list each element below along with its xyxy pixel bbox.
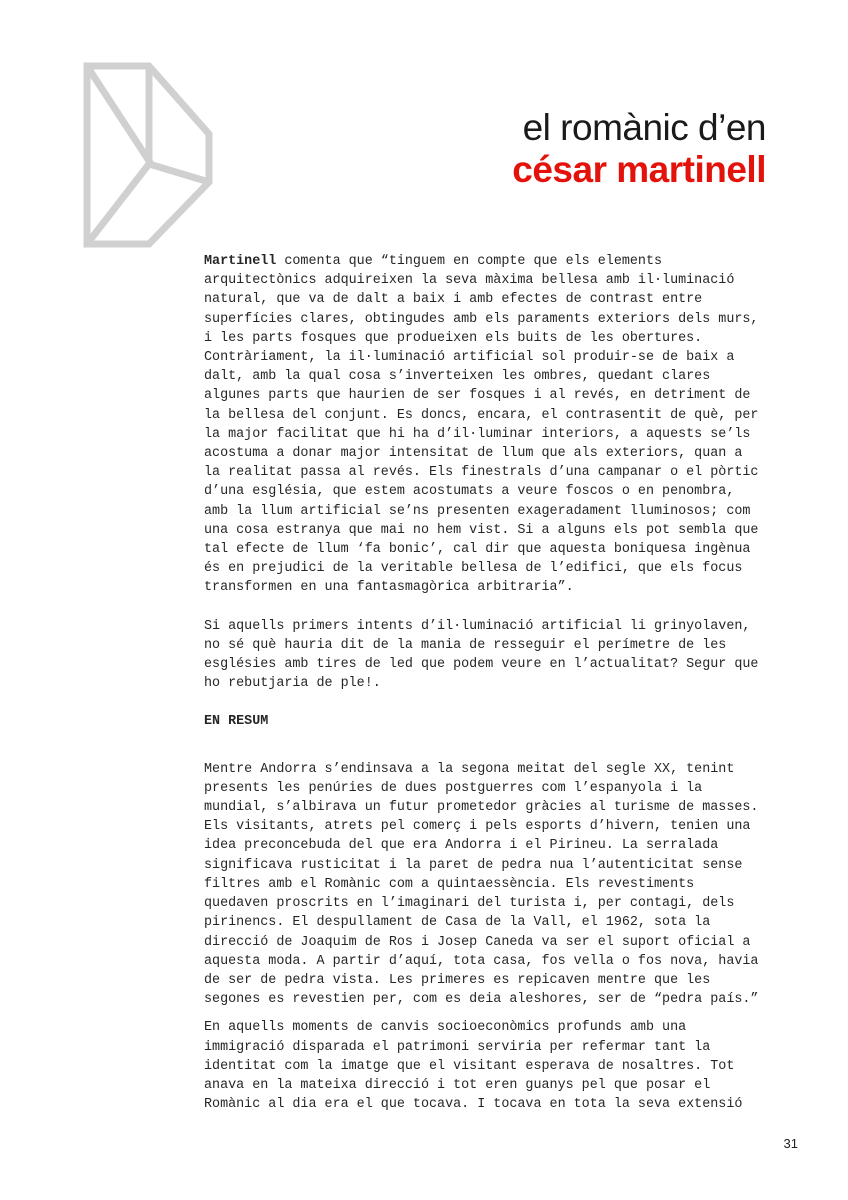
paragraph-4-line: anava en la mateixa direcció i tot eren guanys pel que posar el: [204, 1077, 711, 1093]
paragraph-1-line: Contràriament, la il·luminació artificial sol produir-se de baix a: [204, 350, 735, 366]
paragraph-3-line: Mentre Andorra s’endinsava a la segona meitat del segle XX, tenint: [204, 761, 735, 777]
bold-lead-name: Martinell: [204, 254, 277, 269]
section-heading: EN RESUM: [204, 714, 269, 730]
paragraph-3-line: significava rusticitat i la paret de pedra nua l’autenticitat sense: [204, 857, 743, 873]
paragraph-1-line: d’una església, que estem acostumats a veure foscos o en penombra,: [204, 484, 735, 500]
paragraph-4-line: identitat com la imatge que el visitant esperava de nosaltres. Tot: [204, 1058, 735, 1074]
publication-logo-icon: [83, 62, 213, 248]
paragraph-1-line: superfícies clares, obtingudes amb els paraments exteriors dels murs,: [204, 311, 759, 327]
paragraph-1-line: acostuma a donar major intensitat de llum que als exteriors, quan a: [204, 446, 743, 462]
paragraph-3-line: filtres amb el Romànic com a quintaessència. Els revestiments: [204, 876, 695, 892]
paragraph-1-line: algunes parts que haurien de ser fosques i al revés, en detriment de: [204, 388, 751, 404]
paragraph-2-line: ho rebutjaria de ple!.: [204, 676, 381, 692]
paragraph-3-line: Els visitants, atrets pel comerç i pels esports d’hivern, tenien una: [204, 819, 751, 835]
paragraph-3-line: de ser de pedra vista. Les primeres es repicaven mentre que les: [204, 972, 711, 988]
paragraph-4-line: immigració disparada el patrimoni serviria per refermar tant la: [204, 1039, 711, 1055]
paragraph-3-line: pirinencs. El despullament de Casa de la Vall, el 1962, sota la: [204, 915, 711, 931]
article-title: [512, 108, 766, 192]
paragraph-1-line: natural, que va de dalt a baix i amb efectes de contrast entre: [204, 292, 703, 308]
paragraph-3-line: quedaven proscrits en l’imaginari del turista i, per contagi, dels: [204, 896, 735, 912]
paragraph-4-line: Romànic al dia era el que tocava. I tocava en tota la seva extensió: [204, 1097, 743, 1113]
paragraph-2-line: Si aquells primers intents d’il·luminació artificial li grinyolaven,: [204, 618, 751, 634]
paragraph-4-line: En aquells moments de canvis socioeconòmics profunds amb una: [204, 1020, 687, 1036]
paragraph-1-line: dalt, amb la qual cosa s’inverteixen les ombres, quedant clares: [204, 369, 711, 385]
paragraph-3-line: idea preconcebuda del que era Andorra i el Pirineu. La serralada: [204, 838, 719, 854]
article-body: [204, 252, 804, 1114]
paragraph-2-line: no sé què hauria dit de la mania de resseguir el perímetre de les: [204, 637, 727, 653]
paragraph-3-line: direcció de Joaquim de Ros i Josep Caneda va ser el suport oficial a: [204, 934, 751, 950]
logo-inner-stroke-3: [87, 164, 149, 244]
paragraph-1-line: transformen en una fantasmagòrica arbitraria”.: [204, 580, 574, 596]
paragraph-3-line: segones es revestien per, com es deia aleshores, ser de “pedra país.”: [204, 992, 759, 1008]
paragraph-1-line: Martinell comenta que “tinguem en compte que els elements: [204, 254, 663, 269]
logo-inner-stroke-4: [149, 164, 209, 182]
paragraph-1-line: arquitectònics adquireixen la seva màxima bellesa amb il·luminació: [204, 273, 735, 289]
paragraph-1-line: i les parts fosques que produeixen els buits de les obertures.: [204, 330, 703, 346]
paragraph-3-line: aquesta moda. A partir d’aquí, tota casa, fos vella o fos nova, havia: [204, 953, 759, 969]
page-number: 31: [783, 1136, 798, 1151]
paragraph-1-line: tal efecte de llum ‘fa bonic’, cal dir que aquesta boniquesa ingènua: [204, 542, 751, 558]
paragraph-1-line: la major facilitat que hi ha d’il·luminar interiors, a aquests se’ls: [204, 426, 751, 442]
paragraph-1-line: la realitat passa al revés. Els finestrals d’una campanar o el pòrtic: [204, 465, 759, 481]
paragraph-3-line: mundial, s’albirava un futur prometedor gràcies al turisme de masses.: [204, 800, 759, 816]
paragraph-1-line: una cosa estranya que mai no hem vist. Si a alguns els pot sembla que: [204, 522, 759, 538]
paragraph-2-line: esglésies amb tires de led que podem veure en l’actualitat? Segur que: [204, 657, 759, 673]
paragraph-3-line: presents les penúries de dues postguerres com l’espanyola i la: [204, 780, 703, 796]
paragraph-1-line: és en prejudici de la veritable bellesa de l’edifici, que els focus: [204, 561, 743, 577]
title-line-1: el romànic d’en: [522, 107, 766, 148]
logo-inner-stroke-1: [87, 66, 151, 164]
paragraph-1-line: amb la llum artificial se’ns presenten exageradament lluminosos; com: [204, 503, 751, 519]
title-line-2: césar martinell: [512, 149, 766, 190]
paragraph-1-line: la bellesa del conjunt. Es doncs, encara, el contrasentit de què, per: [204, 407, 759, 423]
